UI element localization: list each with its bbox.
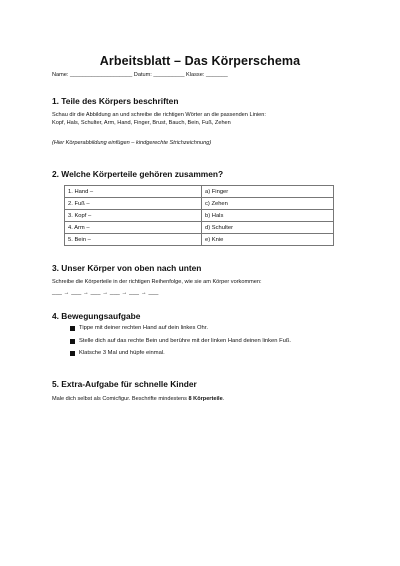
task-text: Klatsche 3 Mal und hüpfe einmal. (79, 350, 165, 357)
name-date-class-line: Name: ____________________ Datum: __________ Klasse: _______ (52, 72, 228, 78)
section5-heading: 5. Extra-Aufgabe für schnelle Kinder (52, 379, 197, 389)
movement-task-list (70, 325, 291, 363)
section3-instruction: Schreibe die Körperteile in der richtigen Reihenfolge, wie sie am Körper vorkommen: (52, 279, 262, 285)
section5-text (52, 396, 224, 404)
order-blanks-line: ___ → ___ → ___ → ___ → ___ → ___ (52, 290, 159, 296)
table-cell-left: 5. Bein – (65, 234, 202, 246)
section2-heading: 2. Welche Körperteile gehören zusammen? (52, 169, 224, 179)
section1-word-list: Kopf, Hals, Schulter, Arm, Hand, Finger, Brust, Bauch, Bein, Fuß, Zehen (52, 120, 231, 126)
table-cell-right: b) Hals (202, 210, 334, 222)
table-cell-left: 3. Kopf – (65, 210, 202, 222)
section3-heading: 3. Unser Körper von oben nach unten (52, 263, 202, 273)
task-text: Stelle dich auf das rechte Bein und berühre mit der linken Hand deinen linken Fuß. (79, 337, 292, 344)
section1-instruction: Schau dir die Abbildung an und schreibe die richtigen Wörter an die passenden Linien: (52, 112, 266, 118)
square-bullet-icon (70, 351, 75, 356)
table-cell-left: 1. Hand – (65, 186, 202, 198)
table-row (65, 210, 334, 222)
task-text: Tippe mit deiner rechten Hand auf dein linkes Ohr. (79, 325, 208, 331)
table-cell-right: c) Zehen (202, 198, 334, 210)
page-title: Arbeitsblatt – Das Körperschema (99, 54, 301, 68)
table-row (65, 186, 334, 198)
list-item (70, 338, 291, 351)
table-cell-right: e) Knie (202, 234, 334, 246)
table-cell-left: 2. Fuß – (65, 198, 202, 210)
matching-table (64, 185, 334, 246)
table-row (65, 234, 334, 246)
table-cell-left: 4. Arm – (65, 222, 202, 234)
image-placeholder-note: (Hier Körperabbildung einfügen – kindgerechte Strichzeichnung) (52, 140, 212, 146)
table-cell-right: a) Finger (202, 186, 334, 198)
square-bullet-icon (70, 326, 75, 331)
section1-heading: 1. Teile des Körpers beschriften (52, 96, 179, 106)
section5-text-start: Male dich selbst als Comicfigur. Beschrifte mindestens (52, 396, 189, 402)
table-row (65, 222, 334, 234)
table-cell-right: d) Schulter (202, 222, 334, 234)
section5-text-end: . (222, 396, 225, 402)
square-bullet-icon (70, 339, 75, 344)
section4-heading: 4. Bewegungsaufgabe (52, 311, 141, 321)
list-item (70, 325, 291, 338)
list-item (70, 350, 291, 363)
section5-text-bold: 8 Körperteile (188, 396, 223, 402)
table-row (65, 198, 334, 210)
